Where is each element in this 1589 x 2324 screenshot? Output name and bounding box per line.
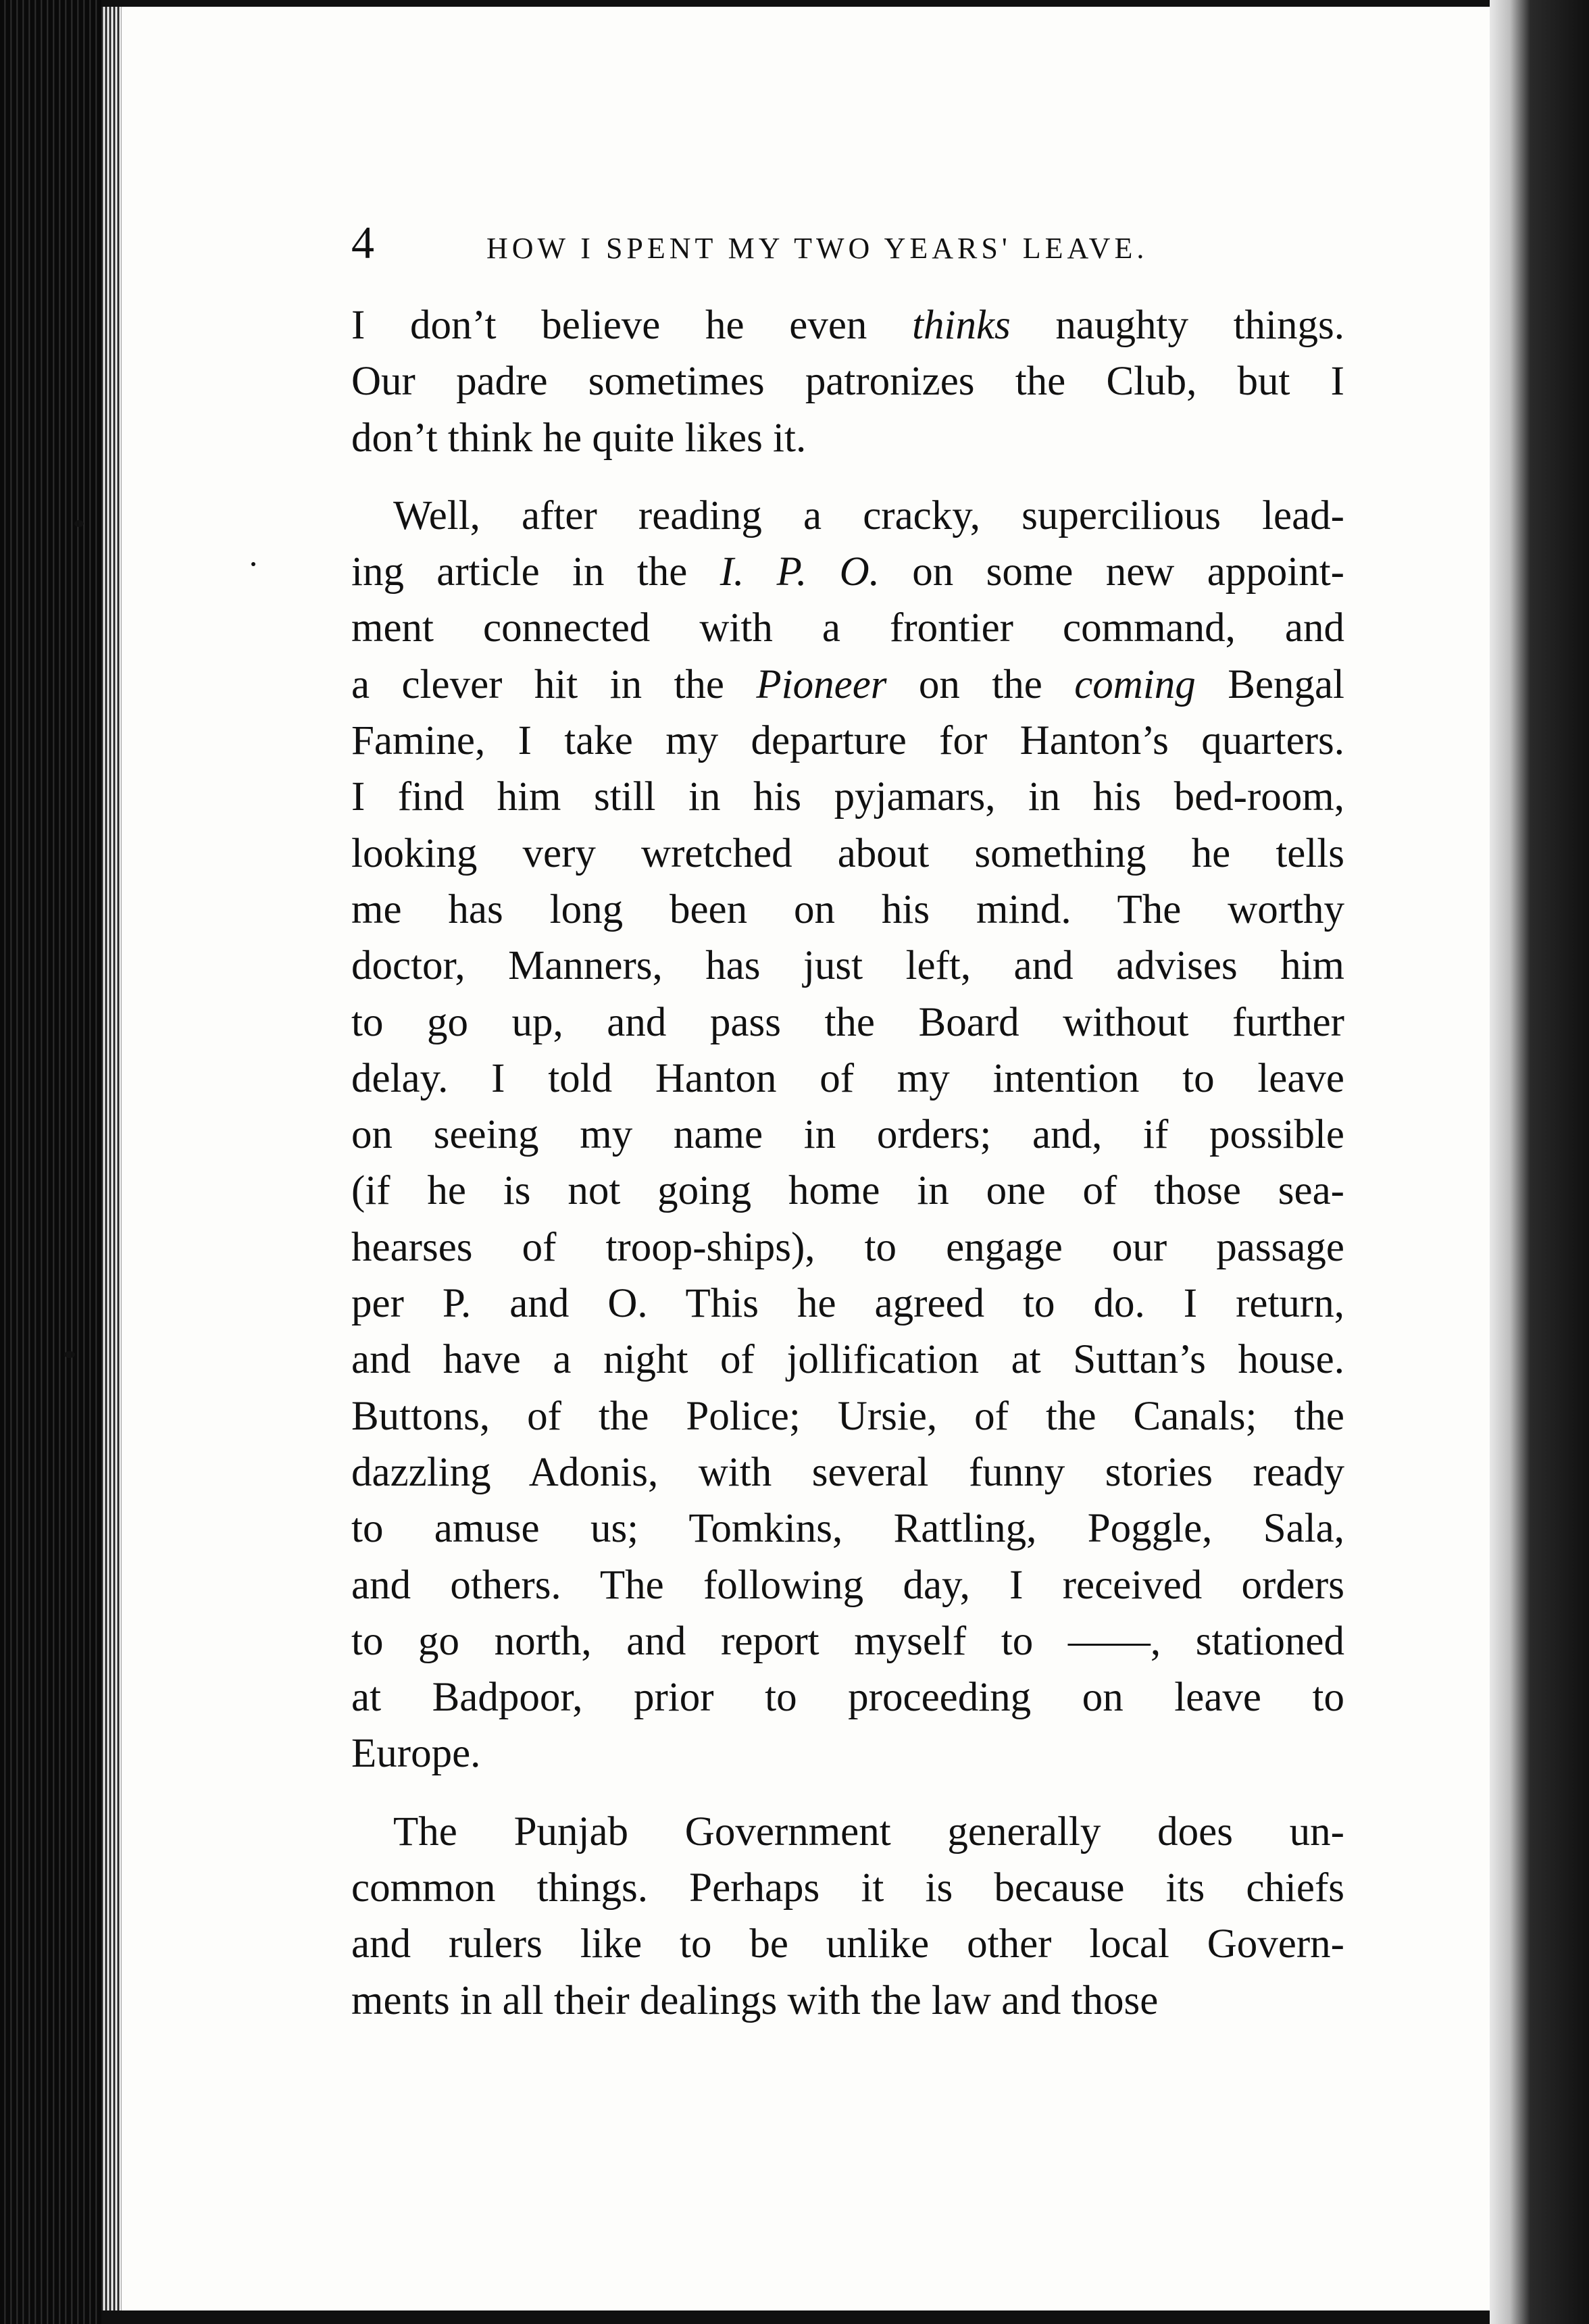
- paragraph: [351, 488, 1344, 1782]
- book-spine-shadow: [1490, 0, 1589, 2324]
- text-line: The Punjab Government generally does un-: [393, 1809, 1344, 1854]
- italic-text: I. P. O.: [720, 549, 880, 595]
- text-line: Famine, I take my departure for Hanton’s quarters.: [351, 718, 1344, 764]
- scan-speck: [251, 562, 255, 566]
- text-line: per P. and O. This he agreed to do. I return,: [351, 1281, 1344, 1327]
- running-header: [351, 216, 1189, 277]
- text-line: doctor, Manners, has just left, and advises him: [351, 943, 1344, 989]
- text-line: ing article in the I. P. O. on some new appoint-: [351, 549, 1344, 595]
- paragraph-gap: [351, 1782, 1344, 1804]
- text-line: on seeing my name in orders; and, if possible: [351, 1112, 1344, 1158]
- scan-left-edge: [0, 0, 101, 2324]
- body-text: [351, 297, 1344, 2029]
- paragraph-gap: [351, 466, 1344, 488]
- text-line: I find him still in his pyjamars, in his bed-room,: [351, 774, 1344, 820]
- text-line: me has long been on his mind. The worthy: [351, 886, 1344, 932]
- text-line: ment connected with a frontier command, and: [351, 605, 1344, 651]
- text-line: to go up, and pass the Board without further: [351, 999, 1344, 1045]
- scan-speck: [64, 1351, 75, 1358]
- text-line: to amuse us; Tomkins, Rattling, Poggle, Sala,: [351, 1506, 1344, 1552]
- text-line: common things. Perhaps it is because its chiefs: [351, 1865, 1344, 1911]
- text-line: hearses of troop-ships), to engage our passage: [351, 1224, 1344, 1270]
- page-edge-stack: [101, 7, 122, 2310]
- text-line: I don’t believe he even thinks naughty things.: [351, 303, 1344, 348]
- text-line: (if he is not going home in one of those sea-: [351, 1168, 1344, 1214]
- text-line: Europe.: [351, 1731, 481, 1777]
- italic-text: thinks: [912, 303, 1011, 348]
- text-line: ments in all their dealings with the law and those: [351, 1977, 1159, 2023]
- text-line: looking very wretched about something he tells: [351, 830, 1344, 876]
- text-line: at Badpoor, prior to proceeding on leave to: [351, 1675, 1344, 1721]
- text-line: don’t think he quite likes it.: [351, 415, 807, 461]
- page-number: 4: [351, 217, 374, 268]
- text-line: a clever hit in the Pioneer on the coming Bengal: [351, 661, 1344, 707]
- scan-speck: [74, 520, 84, 527]
- text-line: Our padre sometimes patronizes the Club, but I: [351, 359, 1344, 405]
- running-title: HOW I SPENT MY TWO YEARS' LEAVE.: [486, 232, 1149, 265]
- italic-text: Pioneer: [756, 661, 887, 707]
- text-line: to go north, and report myself to ——, stationed: [351, 1618, 1344, 1664]
- paragraph: [351, 1804, 1344, 2029]
- text-line: Buttons, of the Police; Ursie, of the Canals; the: [351, 1393, 1344, 1439]
- text-line: delay. I told Hanton of my intention to leave: [351, 1055, 1344, 1101]
- text-line: dazzling Adonis, with several funny stories ready: [351, 1449, 1344, 1495]
- text-line: and others. The following day, I received orders: [351, 1562, 1344, 1608]
- text-line: Well, after reading a cracky, supercilious lead-: [393, 492, 1344, 538]
- italic-text: coming: [1074, 661, 1196, 707]
- paragraph: [351, 297, 1344, 466]
- text-line: and rulers like to be unlike other local Govern-: [351, 1921, 1344, 1967]
- text-line: and have a night of jollification at Suttan’s house.: [351, 1337, 1344, 1383]
